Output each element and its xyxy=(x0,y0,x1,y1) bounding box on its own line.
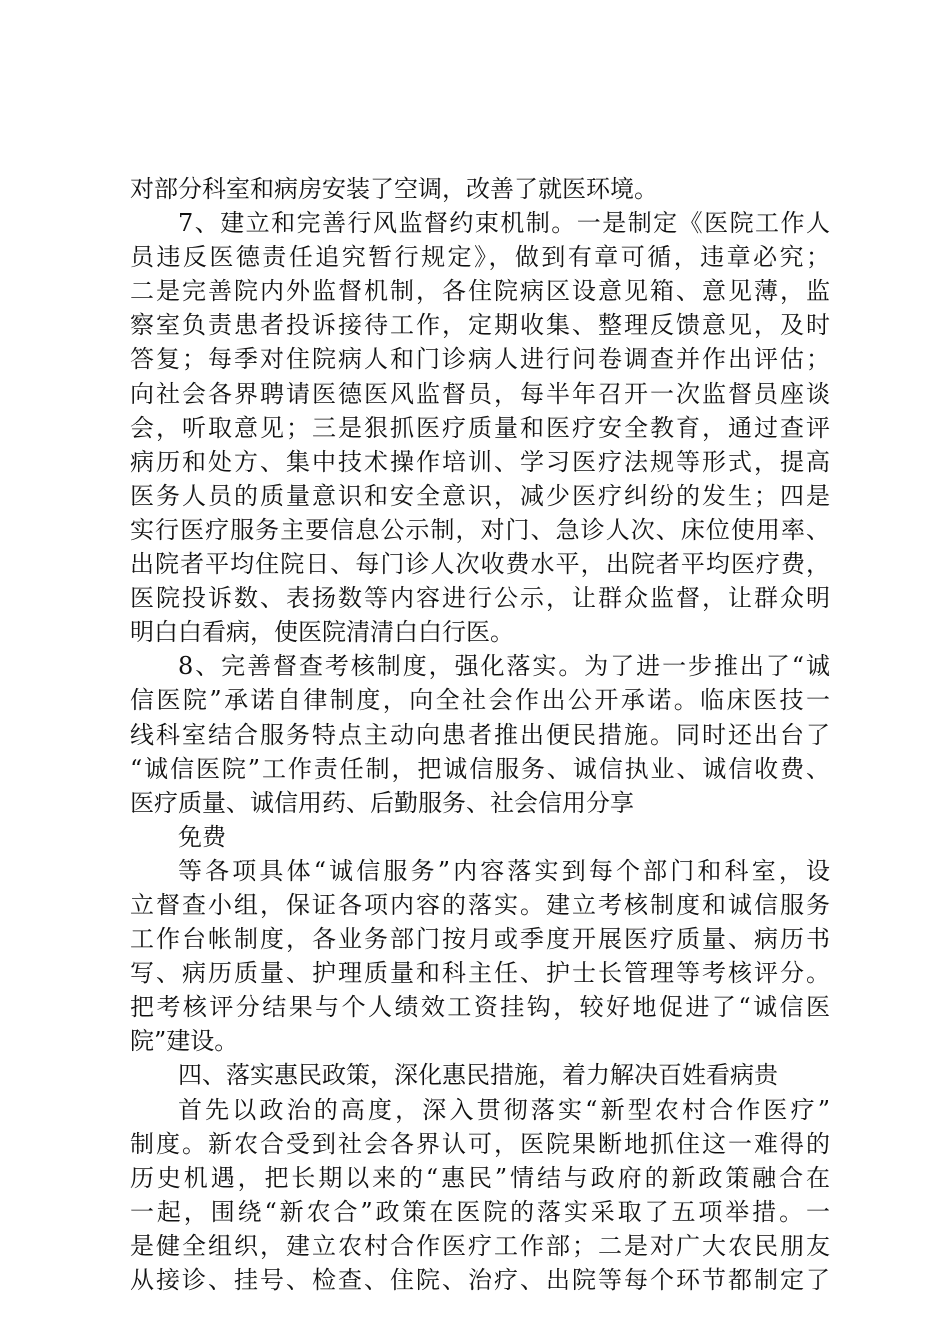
text-line: 8、完善督查考核制度，强化落实。为了进一步推出了“诚 xyxy=(178,652,830,681)
text-line: 答复；每季对住院病人和门诊病人进行问卷调查并作出评估； xyxy=(130,345,830,374)
text-line: 7、建立和完善行风监督约束机制。一是制定《医院工作人 xyxy=(178,209,830,238)
text-line: 首先以政治的高度，深入贯彻落实“新型农村合作医疗” xyxy=(178,1095,830,1124)
text-line: 病历和处方、集中技术操作培训、学习医疗法规等形式，提高 xyxy=(130,447,830,476)
text-line: 工作台帐制度，各业务部门按月或季度开展医疗质量、病历书 xyxy=(130,925,830,954)
text-line: 对部分科室和病房安装了空调，改善了就医环境。 xyxy=(130,175,658,203)
section-heading: 四、落实惠民政策，深化惠民措施，着力解决百姓看病贵 xyxy=(178,1061,778,1090)
text-line: 等各项具体“诚信服务”内容落实到每个部门和科室，设 xyxy=(178,856,830,885)
text-line: 察室负责患者投诉接待工作，定期收集、整理反馈意见，及时 xyxy=(130,311,830,340)
text-line: 医务人员的质量意识和安全意识，减少医疗纠纷的发生；四是 xyxy=(130,481,830,510)
text-line: “诚信医院”工作责任制，把诚信服务、诚信执业、诚信收费、 xyxy=(130,754,830,783)
text-line: 是健全组织，建立农村合作医疗工作部；二是对广大农民朋友 xyxy=(130,1231,830,1260)
text-line: 把考核评分结果与个人绩效工资挂钩，较好地促进了“诚信医 xyxy=(130,993,830,1022)
text-line: 免费 xyxy=(178,822,226,851)
text-line: 实行医疗服务主要信息公示制，对门、急诊人次、床位使用率、 xyxy=(130,515,830,544)
text-line: 出院者平均住院日、每门诊人次收费水平，出院者平均医疗费， xyxy=(130,550,830,579)
text-line: 从接诊、挂号、检查、住院、治疗、出院等每个环节都制定了 xyxy=(130,1266,830,1294)
text-line: 写、病历质量、护理质量和科主任、护士长管理等考核评分。 xyxy=(130,959,830,988)
text-line: 向社会各界聘请医德医风监督员，每半年召开一次监督员座谈 xyxy=(130,379,830,408)
text-line: 医疗质量、诚信用药、后勤服务、社会信用分享 xyxy=(130,788,634,817)
text-line: 二是完善院内外监督机制，各住院病区设意见箱、意见薄，监 xyxy=(130,277,830,306)
document-body xyxy=(130,172,830,1297)
text-line: 历史机遇，把长期以来的“惠民”情结与政府的新政策融合在 xyxy=(130,1163,830,1192)
text-line: 信医院”承诺自律制度，向全社会作出公开承诺。临床医技一 xyxy=(130,686,830,715)
text-line: 院”建设。 xyxy=(130,1027,239,1056)
text-line: 制度。新农合受到社会各界认可，医院果断地抓住这一难得的 xyxy=(130,1129,830,1158)
text-line: 明白白看病，使医院清清白白行医。 xyxy=(130,618,514,647)
text-line: 线科室结合服务特点主动向患者推出便民措施。同时还出台了 xyxy=(130,720,830,749)
text-line: 会，听取意见；三是狠抓医疗质量和医疗安全教育，通过查评 xyxy=(130,413,830,442)
text-line: 员违反医德责任追究暂行规定》，做到有章可循，违章必究； xyxy=(130,243,830,272)
text-line: 医院投诉数、表扬数等内容进行公示，让群众监督，让群众明 xyxy=(130,584,830,613)
text-line: 一起，围绕“新农合”政策在医院的落实采取了五项举措。一 xyxy=(130,1197,830,1226)
text-line: 立督查小组，保证各项内容的落实。建立考核制度和诚信服务 xyxy=(130,890,830,919)
